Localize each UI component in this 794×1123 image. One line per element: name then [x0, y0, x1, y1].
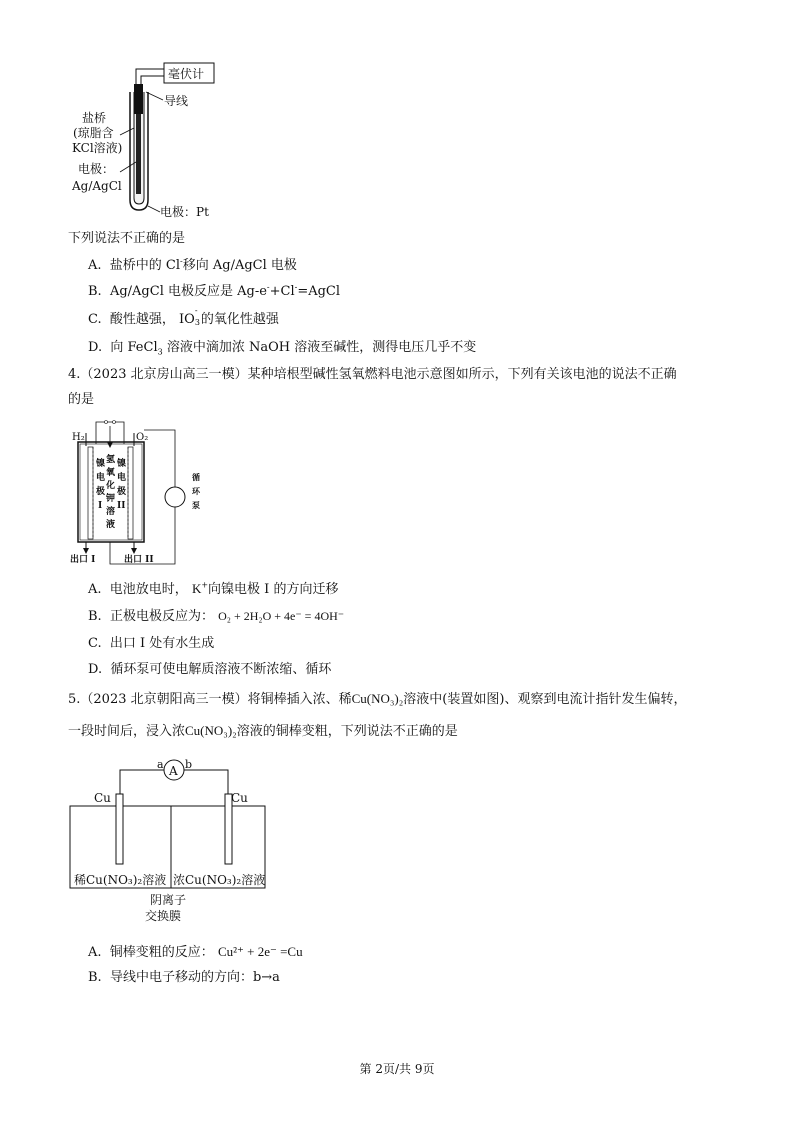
q3-option-c: C. 酸性越强， IO - 3 的氧化性越强 [88, 306, 279, 327]
option-text: Ag/AgCl 电极反应是 Ag-e [109, 284, 267, 299]
option-label: B. [88, 284, 102, 299]
left-solution-label: 稀Cu(NO₃)₂溶液 [74, 873, 167, 887]
col3-char: 极 [117, 487, 127, 497]
h2-label: H₂ [72, 432, 85, 443]
membrane-label-1: 阴离子 [150, 893, 187, 907]
superscript: - [180, 256, 183, 266]
option-text: 出口 I 处有水生成 [109, 636, 215, 651]
option-label: C. [88, 636, 102, 651]
option-label: A. [88, 945, 102, 960]
option-text: 盐桥中的 Cl [109, 258, 181, 273]
stem-text: 5.（2023 北京朝阳高三一模）将铜棒插入浓、稀 [68, 692, 352, 707]
q4-stem-line2: 的是 [68, 392, 95, 407]
membrane-label-2: 交换膜 [145, 909, 182, 923]
option-text: 导线中电子移动的方向：b→a [109, 970, 280, 985]
q5-option-a [88, 943, 303, 962]
equation: O₂ + 2H₂O + 4e⁻ = 4OH⁻ [218, 609, 345, 623]
col3-char: II [117, 501, 126, 511]
millivoltmeter-label: 毫伏计 [168, 67, 205, 81]
col2-char: 氧 [106, 468, 116, 478]
q3-stem: 下列说法不正确的是 [68, 231, 186, 246]
pump-char: 循 [192, 472, 200, 482]
formula: Cu(NO₃)₂ [185, 723, 237, 738]
option-text: +Cl [269, 284, 295, 299]
electrode1-label-1: 电极： [78, 162, 115, 176]
equation: Cu²⁺ + 2e⁻ =Cu [217, 944, 303, 959]
formula: IO [179, 312, 195, 327]
option-text: 向 FeCl [110, 340, 158, 355]
stem-text: 溶液的铜棒变粗，下列说法不正确的是 [236, 724, 458, 739]
o2-label: O₂ [136, 432, 149, 443]
salt-bridge-label-2: (琼脂含 [73, 126, 114, 140]
option-text: 移向 Ag/AgCl 电极 [182, 258, 297, 273]
option-text: =AgCl [297, 284, 341, 299]
col2-char: 液 [106, 520, 116, 530]
col3-char: 电 [117, 473, 127, 483]
q4-stem-line1: 4.（2023 北京房山高三一模）某种培根型碱性氢氧燃料电池示意图如所示，下列有关该电池的说法不正确 [68, 367, 677, 382]
ammeter-label: A [169, 764, 178, 778]
subscript: 3 [157, 347, 163, 357]
outlet-1-label: 出口 I [70, 555, 96, 565]
terminal-b-label: b [185, 758, 193, 771]
col2-char: 钾 [106, 494, 116, 504]
stem-text: 溶液中(装置如图)、观察到电流计指针发生偏转， [403, 692, 687, 707]
option-text: 铜棒变粗的反应： [109, 945, 214, 960]
option-label: D. [88, 662, 103, 677]
superscript: + [201, 580, 209, 590]
salt-bridge-label-3: KCl溶液) [72, 141, 123, 155]
formula: K [191, 581, 202, 596]
option-text: 电池放电时， [109, 582, 188, 597]
option-text: 溶液中滴加浓 NaOH 溶液至碱性，测得电压几乎不变 [162, 340, 477, 355]
outlet-2-label: 出口 II [124, 555, 154, 565]
option-text: 向镍电极 I 的方向迁移 [208, 582, 339, 597]
col1-char: 极 [96, 487, 106, 497]
option-text: 循环泵可使电解质溶液不断浓缩、循环 [110, 662, 332, 677]
electrode1-label-2: Ag/AgCl [72, 179, 122, 193]
page-footer: 第 2页/共 9页 [359, 1062, 435, 1076]
superscript: - [266, 282, 270, 292]
formula: Cu(NO₃)₂ [351, 691, 404, 706]
electrode2-label: 电极：Pt [160, 205, 209, 219]
option-label: D. [88, 340, 103, 355]
wire-label: 导线 [164, 94, 189, 108]
option-label: C. [88, 312, 102, 327]
col2-char: 化 [106, 481, 116, 491]
cu-right-label: Cu [231, 791, 248, 805]
right-solution-label: 浓Cu(NO₃)₂溶液 [173, 873, 266, 887]
stem-text: 一段时间后，浸入浓 [68, 724, 186, 739]
option-text: 酸性越强， [109, 312, 175, 327]
option-label: B. [88, 609, 102, 624]
option-text: 的氧化性越强 [200, 312, 279, 327]
q5-option-b [88, 969, 280, 987]
col1-char: 镍 [96, 459, 106, 469]
option-label: A. [88, 582, 102, 597]
option-label: A. [88, 258, 102, 273]
salt-bridge-label-1: 盐桥 [82, 111, 107, 125]
pump-char: 环 [192, 486, 200, 496]
col3-char: 镍 [117, 459, 127, 469]
cu-left-label: Cu [94, 791, 111, 805]
col1-char: 电 [96, 473, 106, 483]
terminal-a-label: a [157, 758, 164, 771]
col1-char: I [98, 501, 103, 511]
option-text: 正极电极反应为： [109, 609, 214, 624]
pump-char: 泵 [192, 500, 200, 510]
cu-rod-left [116, 794, 123, 864]
option-label: B. [88, 970, 102, 985]
col2-char: 氢 [106, 455, 116, 465]
superscript: - [294, 282, 298, 292]
col2-char: 溶 [106, 507, 116, 517]
